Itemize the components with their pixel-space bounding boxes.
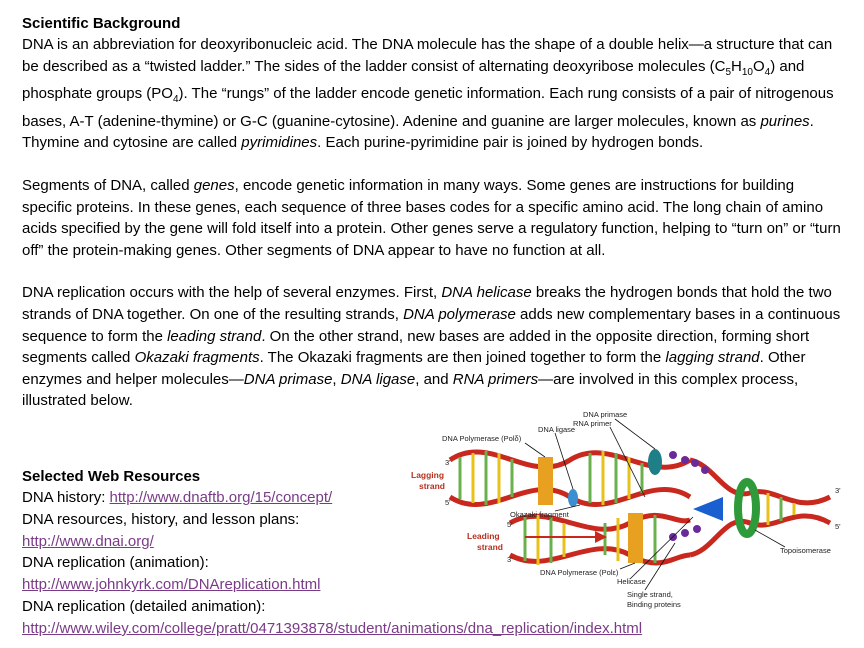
label-leading-1: Leading — [467, 531, 500, 541]
label-pol-epsilon: DNA Polymerase (Polε) — [540, 568, 619, 577]
label-ssb-1: Single strand, — [627, 590, 673, 599]
link-wiley[interactable]: http://www.wiley.com/college/pratt/0471393878/student/animations/dna_replication/index.html — [22, 619, 643, 637]
label-3prime-top: 3' — [445, 458, 451, 467]
paragraph-genes: Segments of DNA, called genes, encode genetic information in many ways. Some genes are instructions for building specific proteins. In these genes, each sequence of three bases codes for a specific amino acid. The long chain of amino acids specified by the gene will fold itself into a protein. Other genes serve a regulatory function, helping to “turn on” or “turn off” the protein-making genes. Other segments of DNA appear to have no function at all. — [22, 176, 841, 259]
scientific-background-section — [22, 13, 844, 412]
label-topoisomerase: Topoisomerase — [780, 546, 831, 555]
label-5prime-top: 5' — [445, 498, 451, 507]
topoisomerase-shape — [738, 482, 756, 534]
helicase-shape — [693, 497, 723, 521]
label-3prime-mid: 3' — [507, 555, 513, 564]
resource-url-wiley — [22, 618, 722, 640]
leading-strand-duplex — [510, 515, 690, 565]
ligase-shape — [568, 489, 578, 507]
resources-heading: Selected Web Resources — [22, 468, 201, 485]
label-5prime-mid: 5' — [507, 520, 513, 529]
label-3prime-right: 3' — [835, 486, 841, 495]
link-johnkyrk[interactable]: http://www.johnkyrk.com/DNAreplication.html — [22, 576, 321, 594]
resource-label-animation: DNA replication (animation): — [22, 554, 209, 572]
label-pol-delta: DNA Polymerase (Polδ) — [442, 434, 522, 443]
strand-labels — [411, 470, 503, 552]
label-lagging-1: Lagging — [411, 470, 445, 480]
section-heading: Scientific Background — [22, 15, 181, 32]
paragraph-dna-structure: DNA is an abbreviation for deoxyribonucleic acid. The DNA molecule has the shape of a double helix—a structure that can be described as a “twisted ladder.” The sides of the ladder consist of alternating deoxyribose molecules $(C_5H_{10}O_4)$ and phosphate groups $(PO_4)$. The “rungs” of the ladder encode genetic information. Each rung consists of a pair of nitrogenous bases, A-T (adenine-thymine) or G-C (guanine-cytosine). Adenine and guanine are larger molecules, known as purines. Thymine and cytosine are called pyrimidines. Each purine-pyrimidine pair is joined by hydrogen bonds. — [22, 36, 834, 152]
label-primase: DNA primase — [583, 410, 628, 419]
polymerase-delta-shape — [538, 457, 553, 505]
label-okazaki: Okazaki fragment — [510, 510, 569, 519]
resource-dna-history: DNA history: http://www.dnaftb.org/15/concept/ — [22, 489, 333, 506]
resource-label-lesson-plans: DNA resources, history, and lesson plans: — [22, 510, 300, 528]
label-ssb-2: Binding proteins — [627, 600, 681, 609]
label-lagging-2: strand — [419, 481, 445, 491]
label-leading-2: strand — [477, 542, 503, 552]
link-dnai[interactable]: http://www.dnai.org/ — [22, 532, 154, 550]
resource-label-detailed-animation: DNA replication (detailed animation): — [22, 597, 266, 615]
dna-replication-diagram — [405, 405, 860, 615]
label-helicase: Helicase — [617, 577, 646, 586]
label-ligase: DNA ligase — [538, 425, 576, 434]
primase-shape — [648, 449, 662, 475]
label-5prime-right: 5' — [835, 522, 841, 531]
link-dnaftb[interactable]: http://www.dnaftb.org/15/concept/ — [109, 489, 333, 506]
paragraph-replication: DNA replication occurs with the help of several enzymes. First, DNA helicase breaks the hydrogen bonds that hold the two strands of DNA together. On one of the resulting strands, DNA polymerase adds new complementary bases in a continuous sequence to form the leading strand. On the other strand, new bases are added in the opposite direction, forming short segments called Okazaki fragments. The Okazaki fragments are then joined together to form the lagging strand. Other enzymes and helper molecules—DNA primase, DNA ligase, and RNA primers—are involved in this complex process, illustrated below. — [22, 284, 841, 410]
polymerase-epsilon-shape — [628, 513, 643, 563]
label-rna-primer: RNA primer — [573, 419, 612, 428]
